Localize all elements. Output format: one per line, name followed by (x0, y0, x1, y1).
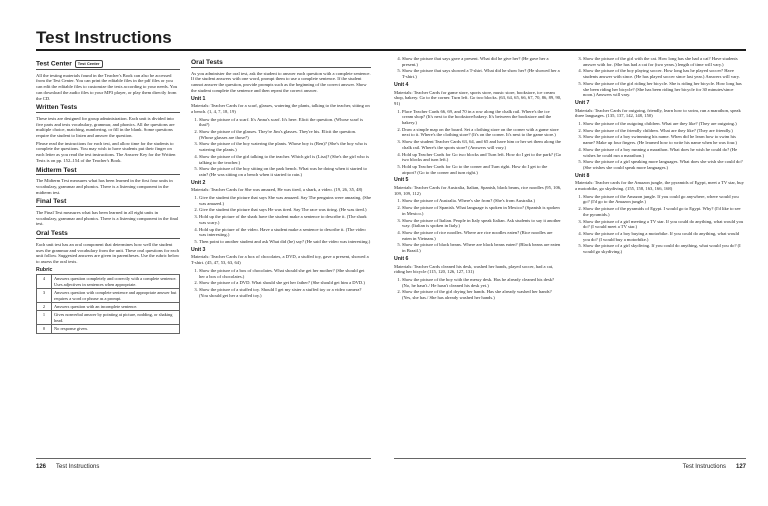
list-item: 1. Show the picture of Australia. Where's she from? (She's from Australia.) (402, 198, 562, 204)
list-item: 1. Show the picture of the Amazon jungle. If you could go anywhere, where would you go? (I'd go to the Amazon jungle.) (583, 194, 745, 205)
unit-7-list (575, 121, 745, 171)
midterm-heading: Midterm Test (36, 168, 180, 176)
list-item: 1. Show the picture of the boy with the messy desk. Has he already cleaned his desk? (No, he hasn't./ He hasn't cleaned his desk yet.) (402, 277, 562, 288)
footer-left (36, 464, 99, 470)
footer-right (683, 464, 746, 470)
unit-3-list (191, 268, 371, 299)
table-row (37, 311, 180, 325)
list-item: 2. Draw a simple map on the board. Set a clothing store on the corner with a game store next to it. Where's the clothing store? (It's on the corner. It's next to the game store.) (402, 127, 562, 138)
column-1 (36, 56, 180, 334)
page-number-right: 127 (735, 464, 746, 470)
list-item: 4. Show the picture that says gave a present. What did he give her? (He gave her a present.) (402, 56, 562, 67)
unit-8-heading: Unit 8 (575, 172, 590, 179)
written-tests-p1: These tests are designed for group administration. Each unit is divided into five parts and tests vocabulary, grammar, and phonics. All the questions are multiple choice, matching, numbering, or fill in the blank. Some questions require the student to listen and answer the question. (36, 115, 175, 139)
unit-2-list (191, 195, 371, 245)
unit-1-materials: Materials: Teacher Cards for a scarf, glasses, watering the plants, talking to the teacher, sitting on a bench. (1, 4, 7, 18, 19) (191, 103, 370, 114)
page-title: Test Instructions (36, 28, 172, 47)
list-item: 5. Show the picture of a girl skydiving. If you could do anything, what would you do? (I would go skydiving.) (583, 243, 745, 254)
list-item: 1. Place Teacher Cards 66, 69, and 70 in a row along the chalk rail. Where's the ice cream shop? (It's next to the bookstore/bakery. It's between the bookstore and the bakery.) (402, 109, 562, 126)
list-item: 3. Show the picture of the girl with the cat. How long has she had a cat? Have students answer with for. (She has had a cat for (two years.) length of time will vary.) (583, 56, 745, 67)
unit-5-heading: Unit 5 (394, 177, 409, 184)
list-item: 3. Hold up the picture of the shark have the student make a sentence to describe it. (The shark was scary.) (199, 214, 371, 225)
list-item: 2. Show the picture of the friendly children. What are they like? (They are friendly.) (583, 128, 745, 134)
list-item: 3. Show the picture of a girl meeting a TV star. If you could do anything, what would you do? (I would meet a TV star.) (583, 219, 745, 230)
column-3 (394, 56, 562, 303)
list-item: 1. Show the picture of a box of chocolates. What should she get her mother? (She should get her a box of chocolates.) (199, 268, 371, 279)
list-item: 2. Show the picture of the girl drying her hands. Has she already washed her hands? (Yes, she has./ She has already washed her hands.) (402, 289, 562, 300)
list-item: 1. Show the picture of a scarf. It's Anna's scarf. It's here. Elicit the question. (Whose scarf is that?) (199, 117, 371, 128)
unit-3-materials: Materials: Teacher Cards for a box of chocolates, a DVD, a stuffed toy, gave a present, showed a T-shirt. (45, 47, 53, 63, 64) (191, 254, 369, 266)
unit-5-list (394, 198, 562, 253)
footer-rule-right (394, 458, 746, 459)
unit-2-heading: Unit 2 (191, 179, 206, 186)
unit-4-list (394, 109, 562, 176)
column-4 (575, 56, 745, 257)
footer-label-right: Test Instructions (682, 464, 726, 470)
list-item: 3. Show the student Teacher Cards 63, 64, and 65 and have him or her set them along the chalk rail. Where's the sports store? (Answers will vary.) (402, 139, 562, 150)
unit-3-list-continued (394, 56, 562, 80)
unit-4-materials: Materials: Teacher Cards for game store, sports store, music store, bookstore, ice cream shop, bakery. Go to the corner. Turn left. Go two blocks. (63, 64, 65, 66, 67, 70, 86, 89, 90, 91) (394, 89, 562, 106)
footer-label-left: Test Instructions (56, 464, 100, 470)
list-item: 4. Hold up the picture of the video. Have a student make a sentence to describe it. (The video was interesting.) (199, 227, 371, 238)
unit-7-heading: Unit 7 (575, 99, 590, 106)
test-center-badge: Test Center (75, 60, 103, 68)
rubric-score: 1 (37, 311, 52, 325)
list-item: 4. Show the picture of a boy buying a motorbike. If you could do anything, what would you do? (I would buy a motorbike.) (583, 231, 745, 242)
final-text: The Final Test measures what has been learned in all eight units in vocabulary, grammar and phonics. There is a listening component in the final test. (36, 210, 179, 227)
oral-tests-text: Each unit test has an oral component that determines how well the student uses the grammar and vocabulary from the unit. These oral questions for each unit follow. Suggested answers are given in parentheses. Use the rubric below to assess the oral tests. (36, 241, 180, 264)
unit-4-heading: Unit 4 (394, 81, 409, 88)
list-item: 1. Show the picture of the outgoing children. What are they like? (They are outgoing.) (583, 121, 745, 127)
table-row (37, 303, 180, 311)
rubric-desc: Answers question with an incomplete sentence. (52, 303, 180, 311)
test-center-heading: Test Center Test Center (36, 60, 180, 70)
list-item: 3. Show the picture of the boy watering the plants. Whose boy is (Ben)? (She's the boy who is watering the plants.) (199, 141, 371, 152)
oral-tests-heading: Oral Tests (36, 231, 180, 239)
list-item: 4. Show the picture of the girl talking to the teacher. Which girl is (Lisa)? (She's the girl who is talking to the teacher.) (199, 154, 371, 165)
rubric-score: 0 (37, 325, 52, 333)
midterm-text: The Midterm Test measures what has been learned in the first four units in vocabulary, grammar and phonics. There is a listening component in the midterm test. (36, 178, 173, 195)
list-item: 2. Show the picture of the pyramids of Egypt. I would go to Egypt. Why? (I'd like to see the pyramids.) (583, 206, 745, 217)
unit-6-list (394, 277, 562, 301)
rubric-heading: Rubric (36, 266, 53, 273)
written-tests-p2: Please read the instructions for each test, and allow time for the students to complete the questions. You may wish to have students put their finger on each letter as you read the test instructions. The Answer Key for the Written Tests is on pp. 152–154 of the Teacher's Book. (36, 140, 176, 163)
final-heading: Final Test (36, 199, 180, 207)
list-item: 3. Show the picture of a boy swimming his name. When did he learn how to swim his name? Make up four fingers. (He learned how to write his name when he was four.) (583, 134, 745, 145)
rubric-score: 4 (37, 275, 52, 289)
list-item: 4. Show the picture of rice noodles. Where are rice noodles eaten? (Rice noodles are eaten in Vietnam.) (402, 230, 562, 241)
list-item: 2. Show the picture of Spanish. What language is spoken in Mexico? (Spanish is spoken in Mexico.) (402, 205, 562, 216)
rubric-score: 2 (37, 303, 52, 311)
list-item: 4. Show the picture of the boy playing soccer. How long has he played soccer? Have students answer with since. (He has played soccer since last year.) Answers will vary. (583, 68, 745, 79)
list-item: 5. Show the picture of black beans. Where are black beans eaten? (Black beans are eaten in Brazil.) (402, 242, 562, 253)
rubric-desc: No response given. (52, 325, 180, 333)
oral-intro: As you administer the oral test, ask the student to answer each question with a complete sentence. If the student answers with one word, prompt them to use a complete sentence. If the student cannot answer the question, provide prompts such as the beginning of the correct answer. Show the student complete the sentence and then repeat the correct answer. (191, 70, 371, 93)
test-center-text: All the testing materials found in the Teacher's Book can also be accessed from the Test Center. You can print the editable files in the pdf files or you can edit the editable files to customize the tests according to your needs. You can download the audio files to your MP3 player, or play them directly from the CD. (36, 72, 178, 101)
column-2 (191, 56, 371, 300)
unit-6-list-continued (575, 56, 745, 98)
list-item: 4. Hold up Teacher Cards for Go two blocks and Turn left. How do I get to the park? (Go two blocks and turn left.) (402, 152, 562, 163)
page-number-left: 126 (36, 464, 47, 470)
list-item: 2. Give the student the picture that says He was tired. Say The race was tiring. (He was tired.) (199, 207, 371, 213)
unit-8-materials: Materials: Teacher cards for the Amazon jungle, the pyramids of Egypt, meet a TV star, buy a motorbike, go skydiving. (155, 158, 163, 166, 168) (575, 180, 744, 192)
list-item: 2. Show the picture of a DVD. What should she get her father? (She should get him a DVD.) (199, 280, 371, 286)
list-item: 5. Then point to another student and ask What did (he) say? (He said the video was interesting.) (199, 239, 371, 245)
table-row (37, 275, 180, 289)
list-item: 5. Show the picture that says showed a T-shirt. What did he show her? (He showed her a T-shirt.) (402, 68, 562, 79)
unit-7-materials: Materials: Teacher Cards for outgoing, friendly, learn how to swim, run a marathon, speak three languages. (135, 137, 142, 148, 150) (575, 107, 741, 119)
table-row (37, 289, 180, 303)
unit-8-list (575, 194, 745, 255)
written-tests-heading: Written Tests (36, 105, 180, 113)
list-item: 2. Show the picture of the glasses. They're Jim's glasses. They're his. Elicit the question. (Whose glasses are those?) (199, 129, 371, 140)
rubric-score: 3 (37, 289, 52, 303)
list-item: 5. Hold up Teacher Cards for Go to the corner and Turn right. How do I get to the airport? (Go to the corner and turn right.) (402, 164, 562, 175)
table-row (37, 325, 180, 333)
rubric-desc: Answers question with complete sentence and appropriate answer but requires a word or phrase as a prompt. (52, 289, 180, 303)
oral-tests-heading-2: Oral Tests (191, 60, 371, 68)
list-item: 4. Show the picture of a boy running a marathon. What does he wish he could do? (He wishes he could run a marathon.) (583, 147, 745, 158)
unit-1-heading: Unit 1 (191, 95, 206, 102)
unit-6-heading: Unit 6 (394, 255, 409, 262)
title-rule (36, 49, 746, 51)
unit-3-heading: Unit 3 (191, 246, 206, 253)
rubric-table (36, 274, 180, 333)
list-item: 3. Show the picture of Italian. People in Italy speak Italian. Ask students to say it another way. (Italian is spoken in Italy.) (402, 218, 562, 229)
unit-5-materials: Materials: Teacher Cards for Australia, Italian, Spanish, black beans, rice noodles (95, 106, 109, 109, 112) (394, 185, 562, 196)
list-item: 3. Show the picture of a stuffed toy. Should I get my sister a stuffed toy or a video camera? (You should get her a stuffed toy.) (199, 287, 371, 298)
list-item: 5. Show the picture of the girl riding her bicycle. She is riding her bicycle. How long has she been riding her bicycle? (She has been riding her bicycle for 30 minutes/since noon.) Answers will vary. (583, 81, 745, 98)
list-item: 5. Show the picture of a girl speaking more languages. What does she wish she could do? (She wishes she could speak more languages.) (583, 159, 745, 170)
unit-6-materials: Materials: Teacher Cards cleaned his desk, washed her hands, played soccer, had a cat, riding her bicycle (115, 120, 126, 127, 131) (394, 263, 554, 275)
unit-2-materials: Materials: Teacher Cards for She was amazed, He was tired, a shark, a video. (19, 26, 35, 48) (191, 187, 363, 193)
rubric-desc: Gives nonverbal answer by pointing at picture, nodding, or shaking head. (52, 311, 180, 325)
list-item: 5. Show the picture of the boy sitting on the park bench. What was he doing when it started to rain? (He was sitting on a bench when it started to rain.) (199, 166, 371, 177)
list-item: 1. Give the student the picture that says She was amazed. Say The penguins were amazing. (She was amazed.) (199, 195, 371, 206)
rubric-desc: Answers question completely and correctly with a complete sentence. Uses adjectives in sentences when appropriate. (52, 275, 180, 289)
unit-1-list (191, 117, 371, 178)
footer-rule-left (36, 458, 371, 459)
